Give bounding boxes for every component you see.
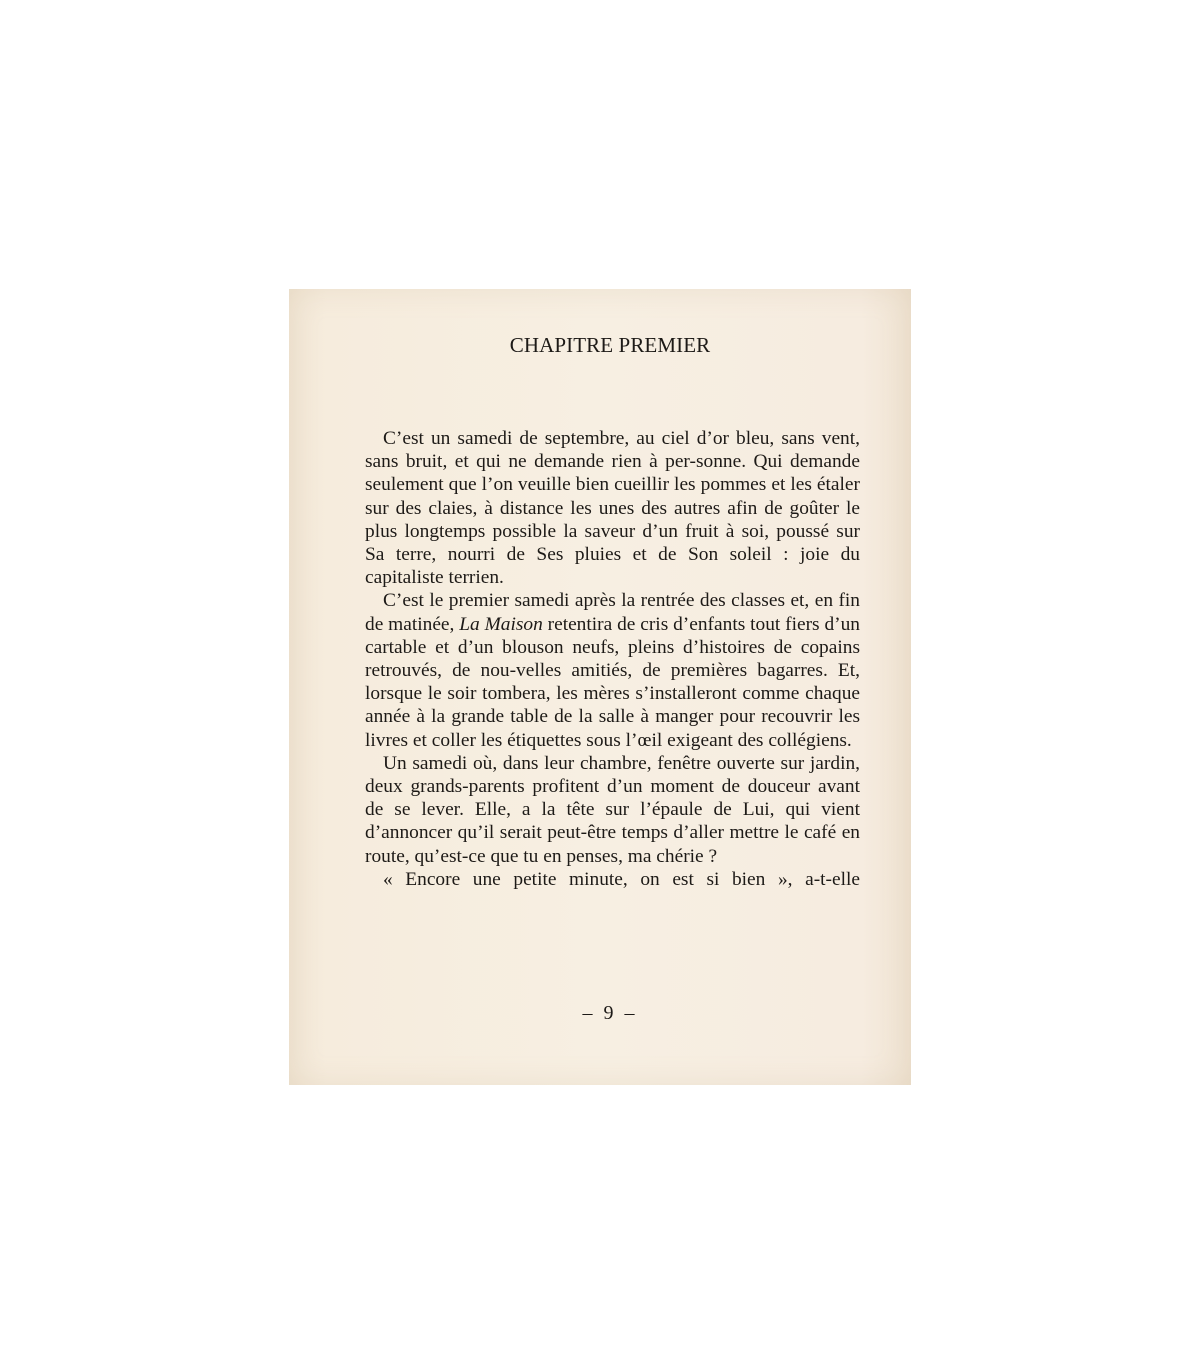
page-number: – 9 –: [582, 1002, 638, 1024]
paragraph-2: [365, 589, 860, 751]
paragraph-text: C’est un samedi de septembre, au ciel d’or bleu, sans vent, sans bruit, et qui ne demande rien à per-sonne. Qui demande seulement que l’on veuille bien cueillir les pommes et les étaler sur des claies, à distance les unes des autres afin de goûter le plus longtemps possible la saveur d’un fruit à soi, poussé sur Sa terre, nourri de Ses pluies et de Son soleil : joie du capitaliste terrien.: [365, 428, 860, 589]
paragraph-3: [365, 752, 860, 868]
chapter-title: CHAPITRE PREMIER: [509, 333, 711, 357]
paragraph-1: [365, 427, 860, 589]
paragraph-text: retentira de cris d’enfants tout fiers d’un cartable et d’un blouson neufs, pleins d’histoires de copains retrouvés, de nou-velles amitiés, de premières bagarres. Et, lorsque le soir tombera, les mères s’installeront comme chaque année à la grande table de la salle à manger pour recouvrir les livres et coller les étiquettes sous l’œil exigeant des collégiens.: [365, 613, 860, 751]
paragraph-text: Un samedi où, dans leur chambre, fenêtre ouverte sur jardin, deux grands-parents profitent d’un moment de douceur avant de se lever. Elle, a la tête sur l’épaule de Lui, qui vient d’annoncer qu’il serait peut-être temps d’aller mettre le café en route, qu’est-ce que tu en penses, ma chérie ?: [365, 752, 860, 867]
book-page: [289, 289, 911, 1085]
paragraph-4: [365, 868, 860, 891]
body-text: [365, 427, 860, 891]
italic-house-title: La Maison: [459, 613, 543, 635]
paragraph-text: C’est le premier samedi après la rentrée des classes et, en fin de matinée,: [365, 590, 860, 635]
paragraph-text: « Encore une petite minute, on est si bien », a-t-elle: [383, 868, 860, 890]
